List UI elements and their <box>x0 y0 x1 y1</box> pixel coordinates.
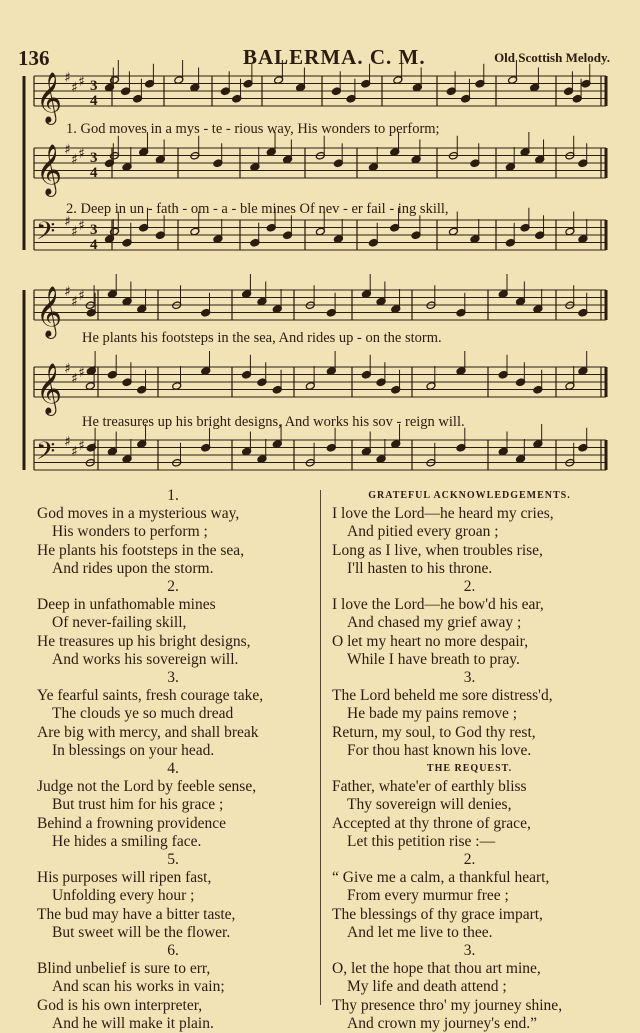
verse-line: My life and death attend ; <box>347 978 507 996</box>
sheet-music <box>0 0 640 480</box>
verse-line: And chased my grief away ; <box>347 614 522 632</box>
verse-line: And pitied every groan ; <box>347 523 499 541</box>
verse-line: In blessings on your head. <box>52 741 215 759</box>
lyric-line: He treasures up his bright designs, And works his sov - reign will. <box>82 414 465 430</box>
verse-line: I love the Lord—he heard my cries, <box>332 505 554 523</box>
verse-line: O let my heart no more despair, <box>332 632 529 650</box>
sharp-sign: ♯ <box>71 152 78 168</box>
verse-line: Accepted at thy throne of grace, <box>332 814 531 832</box>
verse-number: 3. <box>463 669 476 687</box>
verse-line: Let this petition rise :— <box>347 832 496 850</box>
treble-clef: 𝄞 <box>36 286 63 337</box>
verse-line: Return, my soul, to God thy rest, <box>332 723 536 741</box>
verse-line: Thy presence thro' my journey shine, <box>332 996 563 1014</box>
verse-number: 3. <box>167 669 179 687</box>
verse-line: The clouds ye so much dread <box>52 705 234 723</box>
sharp-sign: ♯ <box>64 70 71 86</box>
verse-number: 1. <box>167 487 179 504</box>
verse-number: 3. <box>463 942 476 960</box>
treble-clef: 𝄞 <box>36 363 63 414</box>
sharp-sign: ♯ <box>64 434 71 450</box>
verse-line: I love the Lord—he bow'd his ear, <box>332 596 544 614</box>
verse-number: 2. <box>463 578 476 596</box>
sharp-sign: ♯ <box>71 80 78 96</box>
verse-line: But trust him for his grace ; <box>52 796 224 814</box>
bass-clef: 𝄢 <box>36 437 56 472</box>
column-divider <box>320 490 321 1005</box>
hymn-verses-right <box>332 487 607 1033</box>
verse-line: He plants his footsteps in the sea, <box>37 541 245 559</box>
sharp-sign: ♯ <box>71 444 78 460</box>
verse-number: 2. <box>167 578 179 596</box>
bass-clef: 𝄢 <box>36 217 56 252</box>
verse-line: His purposes will ripen fast, <box>37 869 212 887</box>
verse-line: O, let the hope that thou art mine, <box>332 960 541 978</box>
verse-line: He hides a smiling face. <box>52 832 202 850</box>
verse-line: God is his own interpreter, <box>37 996 203 1014</box>
verse-line: He treasures up his bright designs, <box>37 632 251 650</box>
lyric-line: He plants his footsteps in the sea, And rides up - on the storm. <box>82 330 442 346</box>
time-signature: 3 <box>90 78 98 94</box>
sharp-sign: ♯ <box>78 74 85 90</box>
verse-number: 2. <box>463 851 476 869</box>
verse-line: And works his sovereign will. <box>52 650 239 668</box>
verse-line: The bud may have a bitter taste, <box>37 905 236 923</box>
verse-line: Deep in unfathomable mines <box>37 596 216 614</box>
verse-line: Father, whate'er of earthly bliss <box>332 778 527 796</box>
time-signature: 4 <box>90 93 98 109</box>
hymn-verses-left <box>37 487 309 1033</box>
verse-line: God moves in a mysterious way, <box>37 505 240 523</box>
verse-line: His wonders to perform ; <box>52 523 208 541</box>
verse-line: The blessings of thy grace impart, <box>332 905 543 923</box>
verse-line: For thou hast known his love. <box>347 741 532 759</box>
lyric-line: 2. Deep in un - fath - om - a - ble mines Of nev - er fail - ing skill, <box>66 201 449 217</box>
section-heading: GRATEFUL ACKNOWLEDGEMENTS. <box>368 490 571 501</box>
sharp-sign: ♯ <box>78 288 85 304</box>
sharp-sign: ♯ <box>64 361 71 377</box>
verse-line: And he will make it plain. <box>52 1014 214 1032</box>
verse-line: And crown my journey's end.” <box>347 1014 538 1032</box>
verse-line: The Lord beheld me sore distress'd, <box>332 687 553 705</box>
verse-line: And rides upon the storm. <box>52 559 214 577</box>
lyric-line: 1. God moves in a mys - te - rious way, His wonders to perform; <box>66 121 440 137</box>
sharp-sign: ♯ <box>78 438 85 454</box>
sharp-sign: ♯ <box>71 224 78 240</box>
verse-line: But sweet will be the flower. <box>52 923 231 941</box>
verse-line: Thy sovereign will denies, <box>347 796 512 814</box>
verse-line: Judge not the Lord by feeble sense, <box>37 778 257 796</box>
verse-line: From every murmur free ; <box>347 887 509 905</box>
verse-number: 5. <box>167 851 179 869</box>
hymn-title: BALERMA. C. M. <box>243 45 426 69</box>
verse-line: While I have breath to pray. <box>347 650 520 668</box>
verse-line: Long as I live, when troubles rise, <box>332 541 543 559</box>
verse-line: Of never-failing skill, <box>52 614 187 632</box>
treble-clef: 𝄞 <box>36 72 63 123</box>
section-heading: THE REQUEST. <box>426 763 513 775</box>
verse-line: Unfolding every hour ; <box>52 887 195 905</box>
verse-number: 4. <box>167 760 179 778</box>
page-number: 136 <box>18 46 50 70</box>
sharp-sign: ♯ <box>78 365 85 381</box>
sharp-sign: ♯ <box>64 214 71 230</box>
verse-line: Ye fearful saints, fresh courage take, <box>37 687 264 705</box>
treble-clef: 𝄞 <box>36 144 63 195</box>
sharp-sign: ♯ <box>64 284 71 300</box>
verse-line: Behind a frowning providence <box>37 814 226 832</box>
verse-line: And scan his works in vain; <box>52 978 225 996</box>
sharp-sign: ♯ <box>64 142 71 158</box>
time-signature: 3 <box>90 150 98 166</box>
verse-line: Blind unbelief is sure to err, <box>37 960 211 978</box>
sharp-sign: ♯ <box>78 218 85 234</box>
time-signature: 4 <box>90 237 98 253</box>
time-signature: 4 <box>90 165 98 181</box>
verse-line: I'll hasten to his throne. <box>347 559 493 577</box>
melody-credit: Old Scottish Melody. <box>494 50 610 65</box>
verse-line: Are big with mercy, and shall break <box>37 723 259 741</box>
sharp-sign: ♯ <box>71 294 78 310</box>
verse-line: He bade my pains remove ; <box>347 705 518 723</box>
verse-line: And let me live to thee. <box>347 923 493 941</box>
verse-number: 6. <box>167 942 179 960</box>
sharp-sign: ♯ <box>78 146 85 162</box>
verse-line: “ Give me a calm, a thankful heart, <box>332 869 550 887</box>
time-signature: 3 <box>90 222 98 238</box>
sharp-sign: ♯ <box>71 371 78 387</box>
